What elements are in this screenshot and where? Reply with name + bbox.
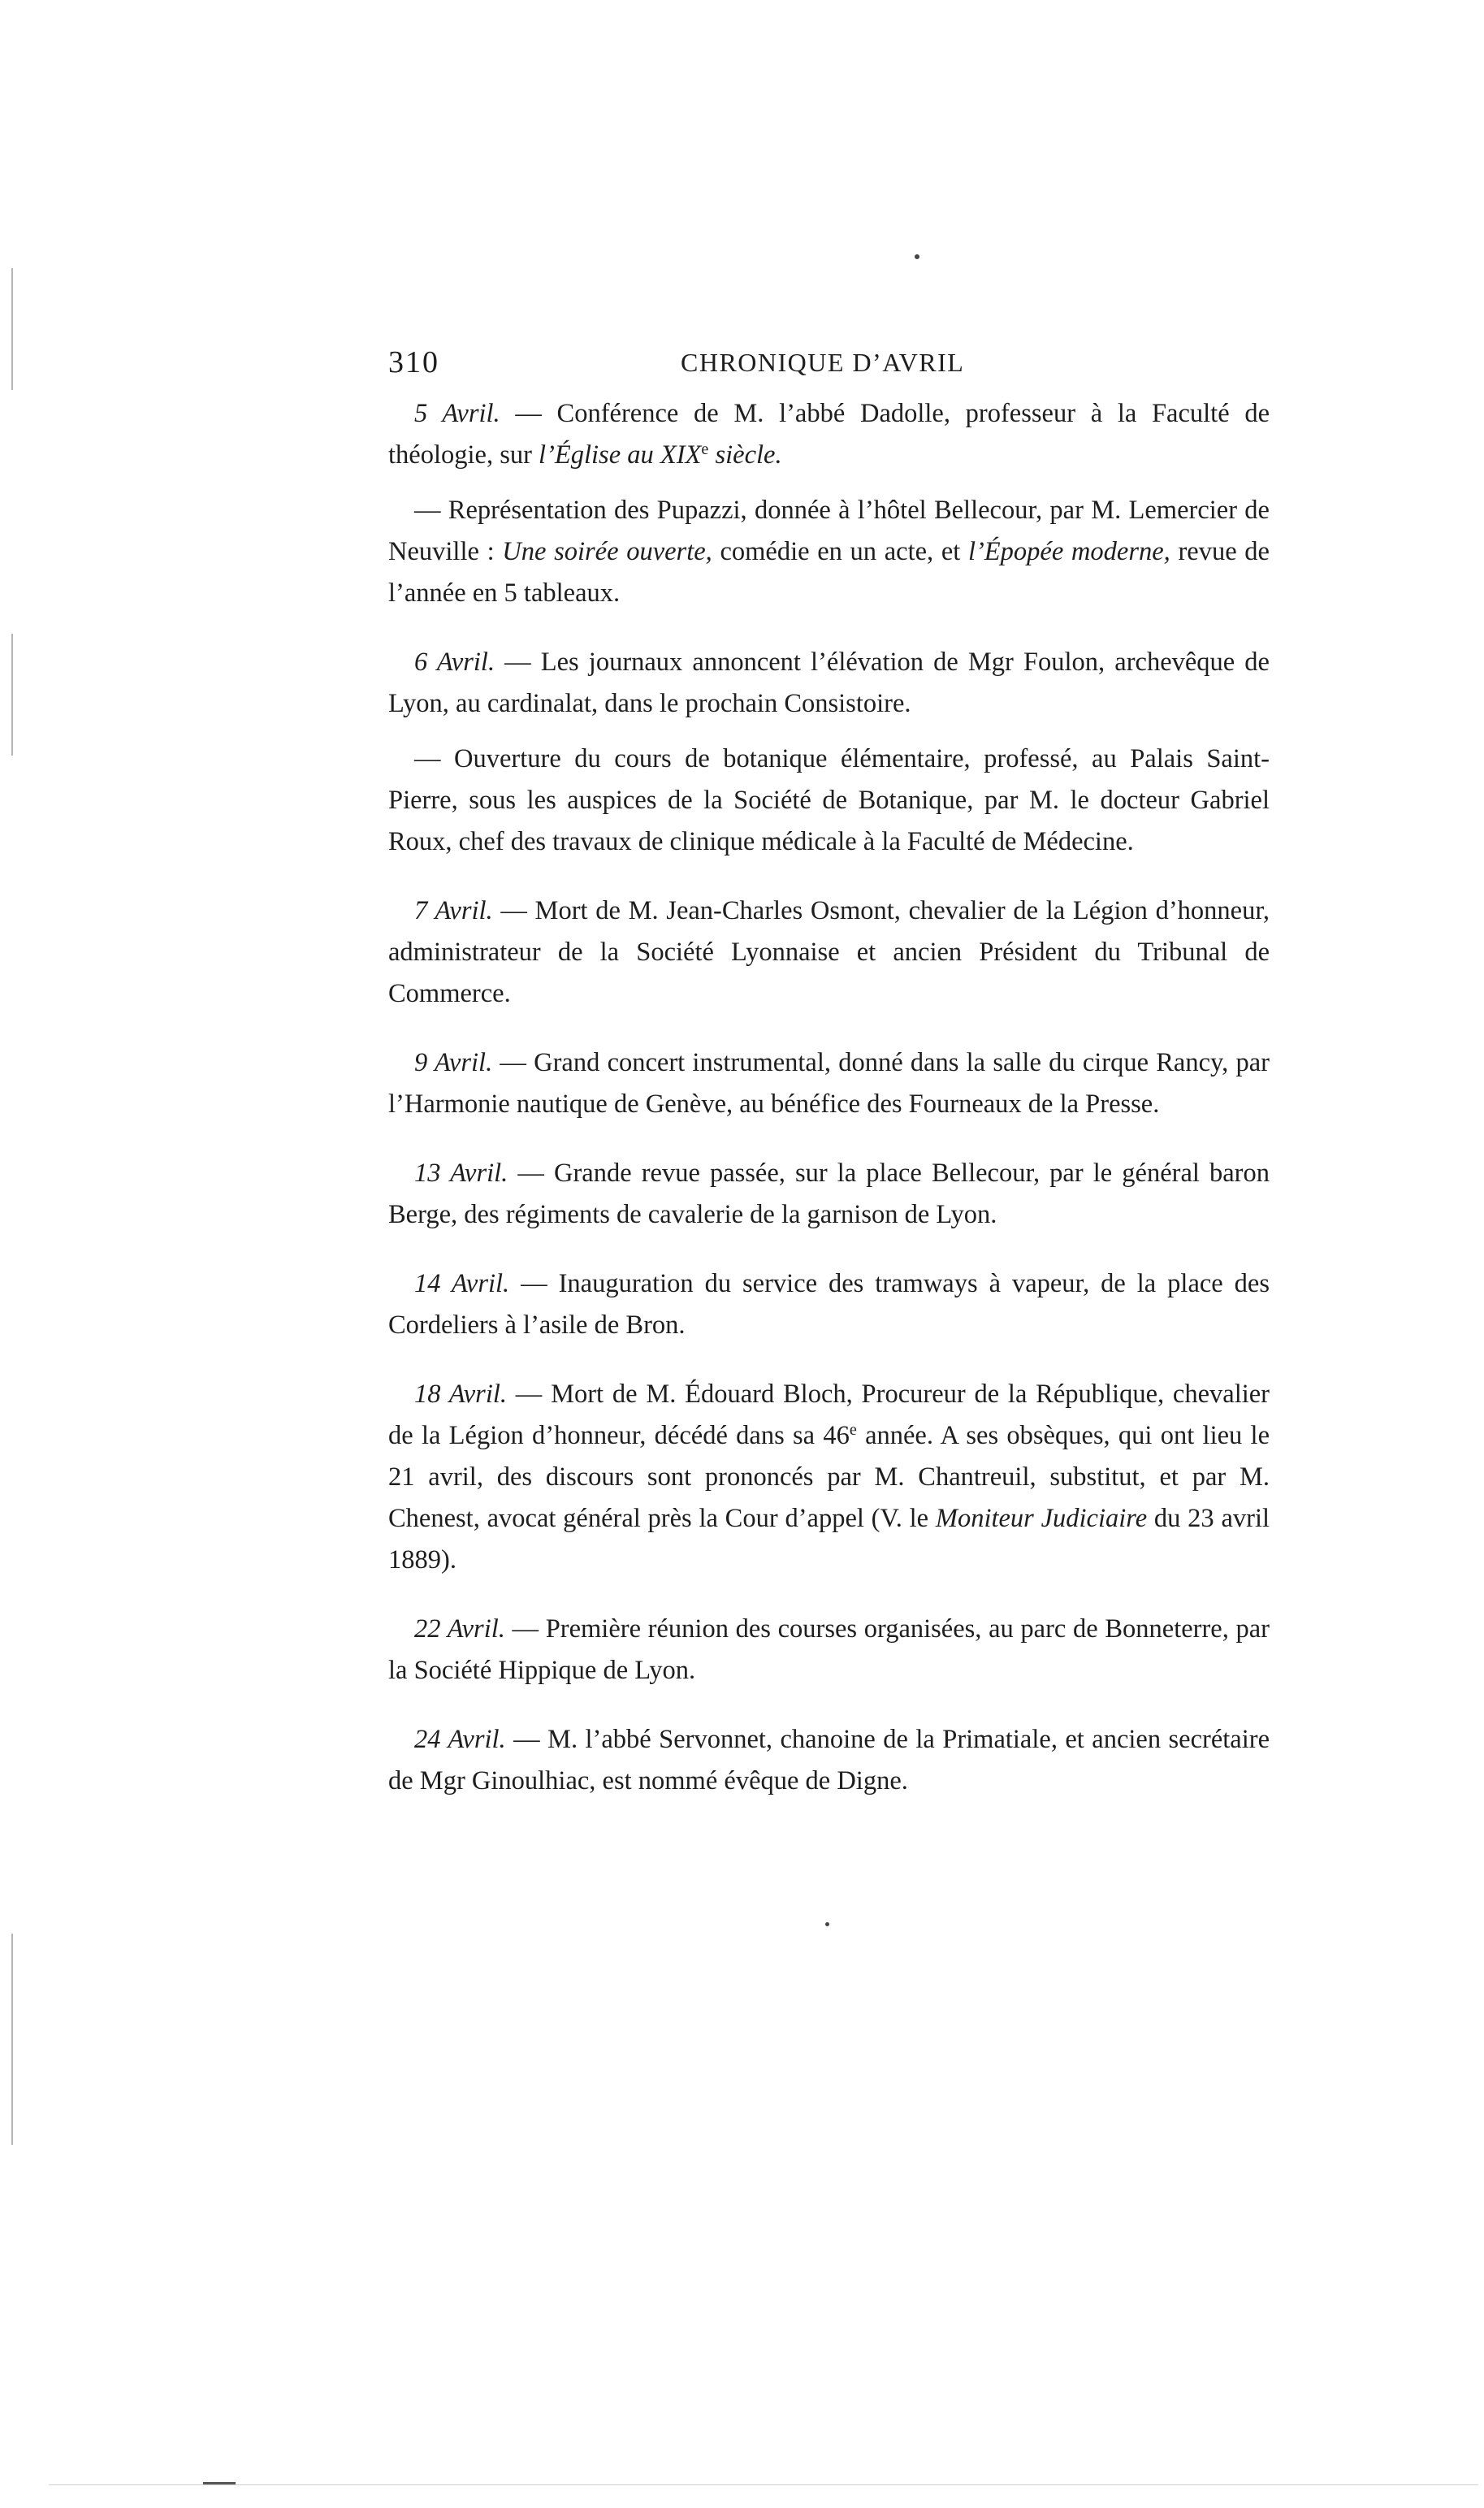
entry-date: 22 Avril. bbox=[414, 1614, 505, 1644]
entry-5-avril bbox=[388, 393, 1270, 476]
entry-date: 9 Avril. bbox=[414, 1048, 493, 1077]
entry-text: — Grande revue passée, sur la place Bellecour, par le général baron Berge, des régiments de cavalerie de la garnison de Lyon. bbox=[388, 1159, 1270, 1229]
page-number: 310 bbox=[388, 345, 439, 379]
entry-botanique bbox=[388, 739, 1270, 863]
entry-text: — Mort de M. Jean-Charles Osmont, chevalier de la Légion d’honneur, administrateur de la Société Lyonnaise et ancien Président du Tribunal de Commerce. bbox=[388, 896, 1270, 1008]
entry-italic-title: Une soirée ouverte, bbox=[502, 537, 712, 566]
entry-italic-title: siècle. bbox=[708, 440, 782, 470]
entry-text: — Mort de M. Édouard Bloch, Procureur de la République, chevalier de la Légion d’honneur, décédé dans sa 46 bbox=[388, 1380, 1270, 1450]
entry-text: année. A ses obsèques, qui ont lieu le 21 avril, des discours sont prononcés par M. Chantreuil, substitut, et par M. Chenest, avocat général près la Cour d’appel (V. le bbox=[388, 1421, 1270, 1533]
entry-text: — Les journaux annoncent l’élévation de Mgr Foulon, archevêque de Lyon, au cardinalat, dans le prochain Consistoire. bbox=[388, 648, 1270, 718]
entry-date: 18 Avril. bbox=[414, 1380, 508, 1409]
scan-edge-line bbox=[11, 268, 13, 390]
superscript: e bbox=[849, 1420, 857, 1439]
scan-edge-line bbox=[11, 634, 13, 756]
entry-18-avril bbox=[388, 1374, 1270, 1581]
scan-speck bbox=[825, 1922, 829, 1926]
scan-edge-line bbox=[11, 1934, 13, 2145]
entry-6-avril bbox=[388, 642, 1270, 725]
entry-text: — Conférence de M. l’abbé Dadolle, professeur à la Faculté de théologie, sur bbox=[388, 399, 1270, 470]
entry-date: 14 Avril. bbox=[414, 1269, 510, 1298]
entry-14-avril bbox=[388, 1263, 1270, 1346]
entry-text: — Inauguration du service des tramways à vapeur, de la place des Cordeliers à l’asile de Bron. bbox=[388, 1269, 1270, 1340]
entry-7-avril bbox=[388, 890, 1270, 1015]
page-header bbox=[388, 340, 1270, 388]
superscript: e bbox=[701, 440, 709, 458]
entry-italic-title: l’Église au XIX bbox=[539, 440, 702, 470]
entry-pupazzi bbox=[388, 490, 1270, 614]
entry-text: — Ouverture du cours de botanique élémentaire, professé, au Palais Saint-Pierre, sous les auspices de la Société de Botanique, par M. le docteur Gabriel Roux, chef des travaux de clinique médicale à la Faculté de Médecine. bbox=[388, 744, 1270, 856]
entry-9-avril bbox=[388, 1042, 1270, 1125]
scan-bottom-mark bbox=[203, 2482, 236, 2484]
entry-date: 24 Avril. bbox=[414, 1725, 506, 1754]
chronicle-body bbox=[388, 393, 1270, 1816]
entry-text: comédie en un acte, et bbox=[712, 537, 968, 566]
entry-date: 13 Avril. bbox=[414, 1159, 508, 1188]
entry-22-avril bbox=[388, 1609, 1270, 1691]
entry-italic-title: Moniteur Judiciaire bbox=[935, 1504, 1148, 1533]
entry-text: du 23 avril 1889). bbox=[388, 1504, 1270, 1575]
scan-bottom-rule bbox=[49, 2484, 1478, 2485]
entry-italic-title: l’Épopée moderne, bbox=[967, 537, 1170, 566]
entry-text: — Grand concert instrumental, donné dans la salle du cirque Rancy, par l’Harmonie nautique de Genève, au bénéfice des Fourneaux de la Presse. bbox=[388, 1048, 1270, 1119]
entry-text: revue de l’année en 5 tableaux. bbox=[388, 537, 1270, 608]
entry-text: — M. l’abbé Servonnet, chanoine de la Primatiale, et ancien secrétaire de Mgr Ginoulhiac, est nommé évêque de Digne. bbox=[388, 1725, 1270, 1795]
entry-13-avril bbox=[388, 1153, 1270, 1236]
entry-date: 6 Avril. bbox=[414, 648, 495, 677]
entry-date: 5 Avril. bbox=[414, 399, 500, 428]
running-title: CHRONIQUE D’AVRIL bbox=[681, 348, 965, 377]
scan-speck bbox=[915, 254, 919, 259]
entry-text: — Représentation des Pupazzi, donnée à l’hôtel Bellecour, par M. Lemercier de Neuville : bbox=[388, 496, 1270, 566]
entry-date: 7 Avril. bbox=[414, 896, 493, 925]
entry-24-avril bbox=[388, 1719, 1270, 1802]
entry-text: — Première réunion des courses organisées, au parc de Bonneterre, par la Société Hippique de Lyon. bbox=[388, 1614, 1270, 1685]
